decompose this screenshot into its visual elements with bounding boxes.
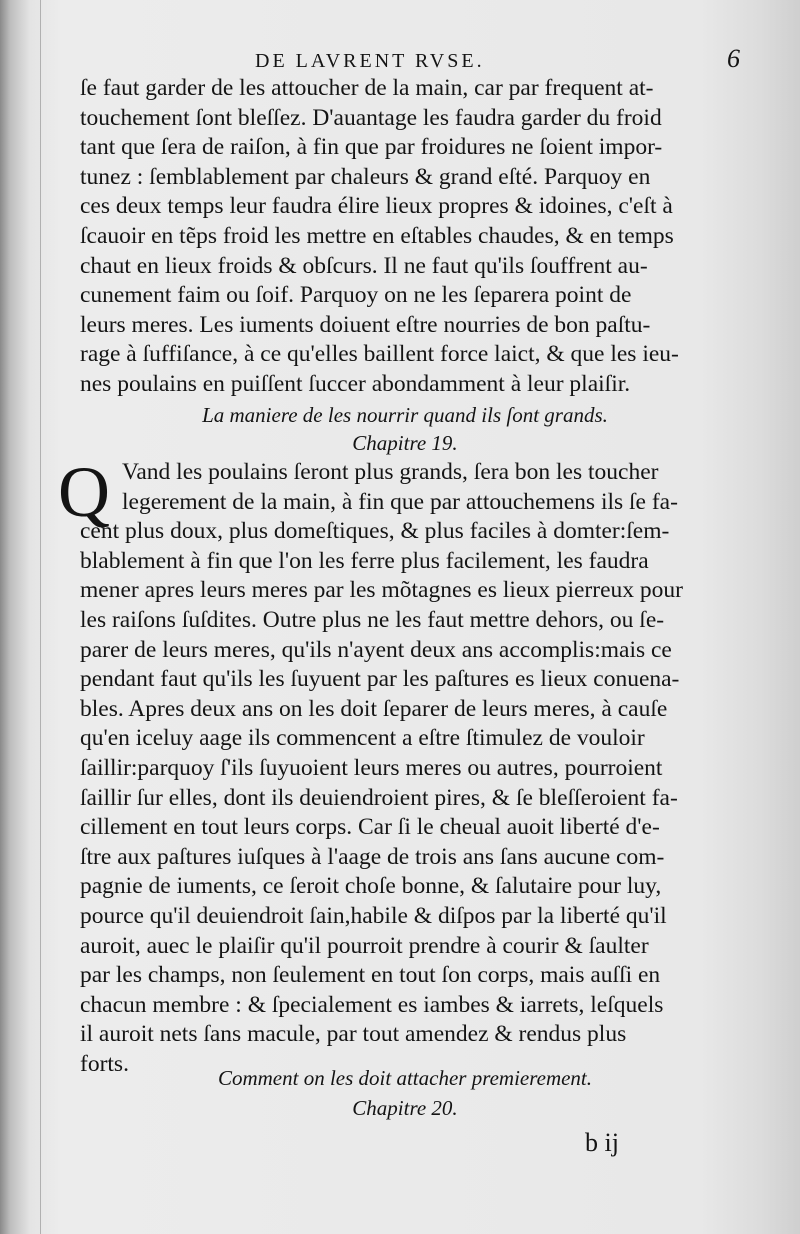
signature-mark: b ij [585, 1128, 619, 1157]
text-line: Vand les poulains ſeront plus grands, ſera bon les toucher [122, 459, 659, 485]
text-line: pendant faut qu'ils les ſuyuent par les paſtures es lieux conuena- [80, 666, 680, 693]
chapter-19-label: Chapitre 19. [352, 431, 458, 455]
text-line: forts. [80, 1050, 129, 1077]
text-line: cunement faim ou ſoif. Parquoy on ne les ſeparera point de [80, 282, 632, 309]
text-line: chaut en lieux froids & obſcurs. Il ne faut qu'ils ſouffrent au- [80, 252, 648, 279]
text-line: les raiſons ſuſdites. Outre plus ne les faut mettre dehors, ou ſe- [80, 606, 665, 633]
gutter-line [40, 0, 41, 1234]
text-line: par les champs, non ſeulement en tout ſon corps, mais auſſi en [80, 962, 661, 989]
text-line: ſcauoir en tẽps froid les mettre en eſtables chaudes, & en temps [80, 222, 674, 249]
text-line: pource qu'il deuiendroit ſain,habile & diſpos par la liberté qu'il [80, 902, 667, 929]
text-line: ſaillir:parquoy ſ'ils ſuyuoient leurs meres ou autres, pourroient [80, 754, 663, 781]
text-line: ſaillir ſur elles, dont ils deuiendroient pires, & ſe bleſſeroient fa- [80, 784, 678, 811]
text-line: cent plus doux, plus domeſtiques, & plus faciles à domter:ſem- [80, 518, 670, 545]
text-line: nes poulains en puiſſent ſuccer abondamment à leur plaiſir. [80, 370, 631, 397]
section1-text [80, 74, 730, 400]
text-line: tunez : ſemblablement par chaleurs & grand eſté. Parquoy en [80, 163, 651, 190]
drop-cap: Q [58, 452, 110, 532]
page-number: 6 [727, 44, 740, 73]
text-line: leurs meres. Les iuments doiuent eſtre nourries de bon paſtu- [80, 311, 651, 338]
text-line: tant que ſera de raiſon, à fin que par froidures ne ſoient impor- [80, 134, 663, 161]
running-title: DE LAVRENT RVSE. [255, 50, 485, 72]
chapter-20-heading: Comment on les doit attacher premierement. [217, 1066, 593, 1090]
chapter-19-heading: La maniere de les nourrir quand ils ſont grands. [202, 403, 608, 427]
text-line: auroit, auec le plaiſir qu'il pourroit prendre à courir & ſaulter [80, 932, 649, 959]
text-line: cillement en tout leurs corps. Car ſi le cheual auoit liberté d'e- [80, 814, 660, 841]
text-line: il auroit nets ſans macule, par tout amendez & rendus plus [80, 1021, 627, 1048]
text-line: bles. Apres deux ans on les doit ſeparer de leurs meres, à cauſe [80, 695, 668, 722]
text-line: touchement ſont bleſſez. D'auantage les faudra garder du froid [80, 104, 662, 131]
chapter-20-label: Chapitre 20. [352, 1096, 458, 1120]
text-line: pagnie de iuments, ce ſeroit choſe bonne, & ſalutaire pour luy, [80, 873, 662, 900]
chapter-19-text [80, 458, 730, 1079]
text-line: ſtre aux paſtures iuſques à l'aage de trois ans ſans aucune com- [80, 843, 665, 870]
page-header [60, 44, 740, 78]
text-line: parer de leurs meres, qu'ils n'ayent deux ans accomplis:mais ce [80, 636, 672, 663]
text-line: ſe faut garder de les attoucher de la main, car par frequent at- [80, 75, 654, 101]
text-line: chacun membre : & ſpecialement es iambes & iarrets, leſquels [80, 991, 664, 1018]
text-line: rage à ſuffiſance, à ce qu'elles baillent force laict, & que les ieu- [80, 341, 679, 368]
text-line: blablement à fin que l'on les ferre plus facilement, les faudra [80, 547, 649, 574]
text-line: mener apres leurs meres par les mõtagnes es lieux pierreux pour [80, 577, 683, 604]
text-line: qu'en iceluy aage ils commencent a eſtre ſtimulez de vouloir [80, 725, 645, 752]
text-line: legerement de la main, à fin que par attouchemens ils ſe fa- [122, 488, 678, 515]
text-line: ces deux temps leur faudra élire lieux propres & idoines, c'eſt à [80, 193, 673, 220]
